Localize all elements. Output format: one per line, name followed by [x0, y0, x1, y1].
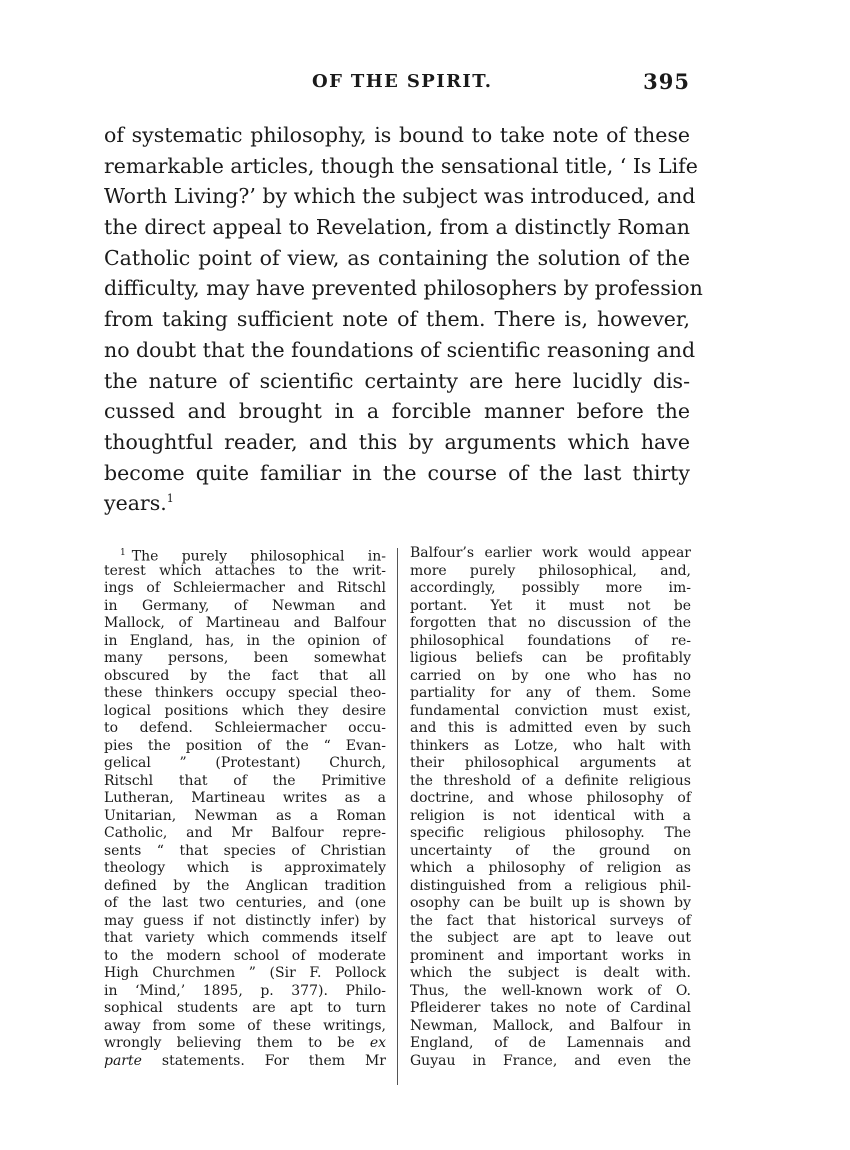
footnote-line: gelical ” (Protestant) Church, — [104, 755, 386, 771]
footnote-line: prominent and important works in — [410, 947, 691, 964]
footnote-line: pies the position of the “ Evan- — [104, 737, 386, 754]
footnote-line: forgotten that no discussion of the — [410, 615, 691, 631]
footnote-line-text: The purely philosophical in- — [131, 548, 386, 565]
footnote-line: portant. Yet it must not be — [410, 597, 691, 614]
footnote-line: Unitarian, Newman as a Roman — [104, 807, 386, 824]
footnote-line: religion is not identical with a — [410, 807, 691, 824]
footnote-line: away from some of these writings, — [104, 1017, 386, 1034]
footnote-line: Ritschl that of the Primitive — [104, 772, 386, 789]
footnote-line: specific religious philosophy. The — [410, 825, 691, 841]
footnote-line: High Churchmen ” (Sir F. Pollock — [104, 965, 386, 981]
body-paragraph — [104, 120, 703, 519]
footnote-line: the subject are apt to leave out — [410, 930, 691, 946]
body-line: thoughtful reader, and this by arguments which have — [104, 429, 690, 454]
footnote-line: osophy can be built up is shown by — [410, 895, 691, 911]
footnote-line: may guess if not distinctly infer) by — [104, 912, 386, 929]
footnote-line: theology which is approximately — [104, 860, 386, 876]
body-line: from taking sufficient note of them. There is, however, — [104, 307, 690, 332]
footnote-line: sophical students are apt to turn — [104, 1000, 386, 1016]
footnote-line: in Germany, of Newman and — [104, 597, 386, 614]
footnote-line: to the modern school of moderate — [104, 947, 386, 964]
body-line: Worth Living?’ by which the subject was introduced, and — [104, 184, 696, 209]
running-title: OF THE SPIRIT. — [312, 71, 493, 92]
footnote-line: thinkers as Lotze, who halt with — [410, 737, 691, 754]
body-line: remarkable articles, though the sensational title, ‘ Is Life — [104, 153, 698, 178]
footnote-line: the fact that historical surveys of — [410, 912, 691, 929]
footnote-line: of the last two centuries, and (one — [104, 895, 386, 911]
footnote-right-column — [410, 545, 691, 1070]
footnote-line: that variety which commends itself — [104, 930, 386, 946]
body-line: no doubt that the foundations of scientific reasoning and — [104, 337, 696, 362]
body-line: cussed and brought in a forcible manner before the — [104, 399, 690, 424]
body-line: the nature of scientific certainty are here lucidly dis- — [104, 368, 690, 393]
footnote-marker: 1 — [120, 548, 126, 558]
footnote-line: ligious beliefs can be profitably — [410, 650, 691, 666]
footnote-line: their philosophical arguments at — [410, 755, 691, 771]
footnote-line: Thus, the well-known work of O. — [410, 982, 691, 999]
footnote-line: doctrine, and whose philosophy of — [410, 790, 691, 806]
footnote-line: Catholic, and Mr Balfour repre- — [104, 825, 386, 841]
footnote-line: wrongly believing them to be ex — [104, 1035, 386, 1051]
body-line — [104, 488, 690, 519]
footnote-line: uncertainty of the ground on — [410, 842, 691, 859]
column-divider — [397, 548, 398, 1085]
footnote-line: more purely philosophical, and, — [410, 562, 691, 579]
footnote-line: defined by the Anglican tradition — [104, 877, 386, 894]
footnote-reference[interactable]: 1 — [166, 492, 174, 506]
footnote-line: fundamental conviction must exist, — [410, 702, 691, 719]
footnote-line: which a philosophy of religion as — [410, 860, 691, 876]
body-line: of systematic philosophy, is bound to take note of these — [104, 123, 690, 147]
footnote-line: ings of Schleiermacher and Ritschl — [104, 580, 386, 596]
footnote-line: parte statements. For them Mr — [104, 1052, 386, 1069]
footnote-left-column — [104, 545, 386, 1070]
body-line: the direct appeal to Revelation, from a distinctly Roman — [104, 215, 690, 240]
footnote-line: logical positions which they desire — [104, 702, 386, 719]
footnote-line: partiality for any of them. Some — [410, 685, 691, 701]
footnote-line: accordingly, possibly more im- — [410, 580, 691, 596]
body-line: become quite familiar in the course of the last thirty — [104, 460, 690, 485]
page-number: 395 — [643, 69, 690, 94]
footnote-line: in England, has, in the opinion of — [104, 632, 386, 649]
footnote-line: to defend. Schleiermacher occu- — [104, 720, 386, 736]
footnote-line: Lutheran, Martineau writes as a — [104, 790, 386, 806]
body-line: Catholic point of view, as containing the solution of the — [104, 245, 690, 270]
footnote-line: philosophical foundations of re- — [410, 632, 691, 649]
footnote-line: Guyau in France, and even the — [410, 1052, 691, 1069]
footnote-line: sents “ that species of Christian — [104, 842, 386, 859]
footnote-line: these thinkers occupy special theo- — [104, 685, 386, 701]
running-head — [105, 71, 690, 101]
footnote-line: distinguished from a religious phil- — [410, 877, 691, 894]
footnote-line: the threshold of a definite religious — [410, 772, 691, 789]
body-line: difficulty, may have prevented philosophers by profession — [104, 276, 703, 301]
footnote-line: in ‘Mind,’ 1895, p. 377). Philo- — [104, 982, 386, 999]
footnote-line: carried on by one who has no — [410, 667, 691, 684]
footnote-line: Newman, Mallock, and Balfour in — [410, 1017, 691, 1034]
footnote-line: Mallock, of Martineau and Balfour — [104, 615, 386, 631]
footnote-line: terest which attaches to the writ- — [104, 562, 386, 579]
footnote-line: many persons, been somewhat — [104, 650, 386, 666]
body-last-line-text: years. — [104, 491, 167, 516]
footnote-line — [104, 545, 386, 563]
footnote-line: Balfour’s earlier work would appear — [410, 545, 691, 561]
footnote-line: England, of de Lamennais and — [410, 1035, 691, 1051]
footnote-line: obscured by the fact that all — [104, 667, 386, 684]
footnote-line: which the subject is dealt with. — [410, 965, 691, 981]
footnote-line: Pfleiderer takes no note of Cardinal — [410, 1000, 691, 1016]
footnote-line: and this is admitted even by such — [410, 720, 691, 736]
